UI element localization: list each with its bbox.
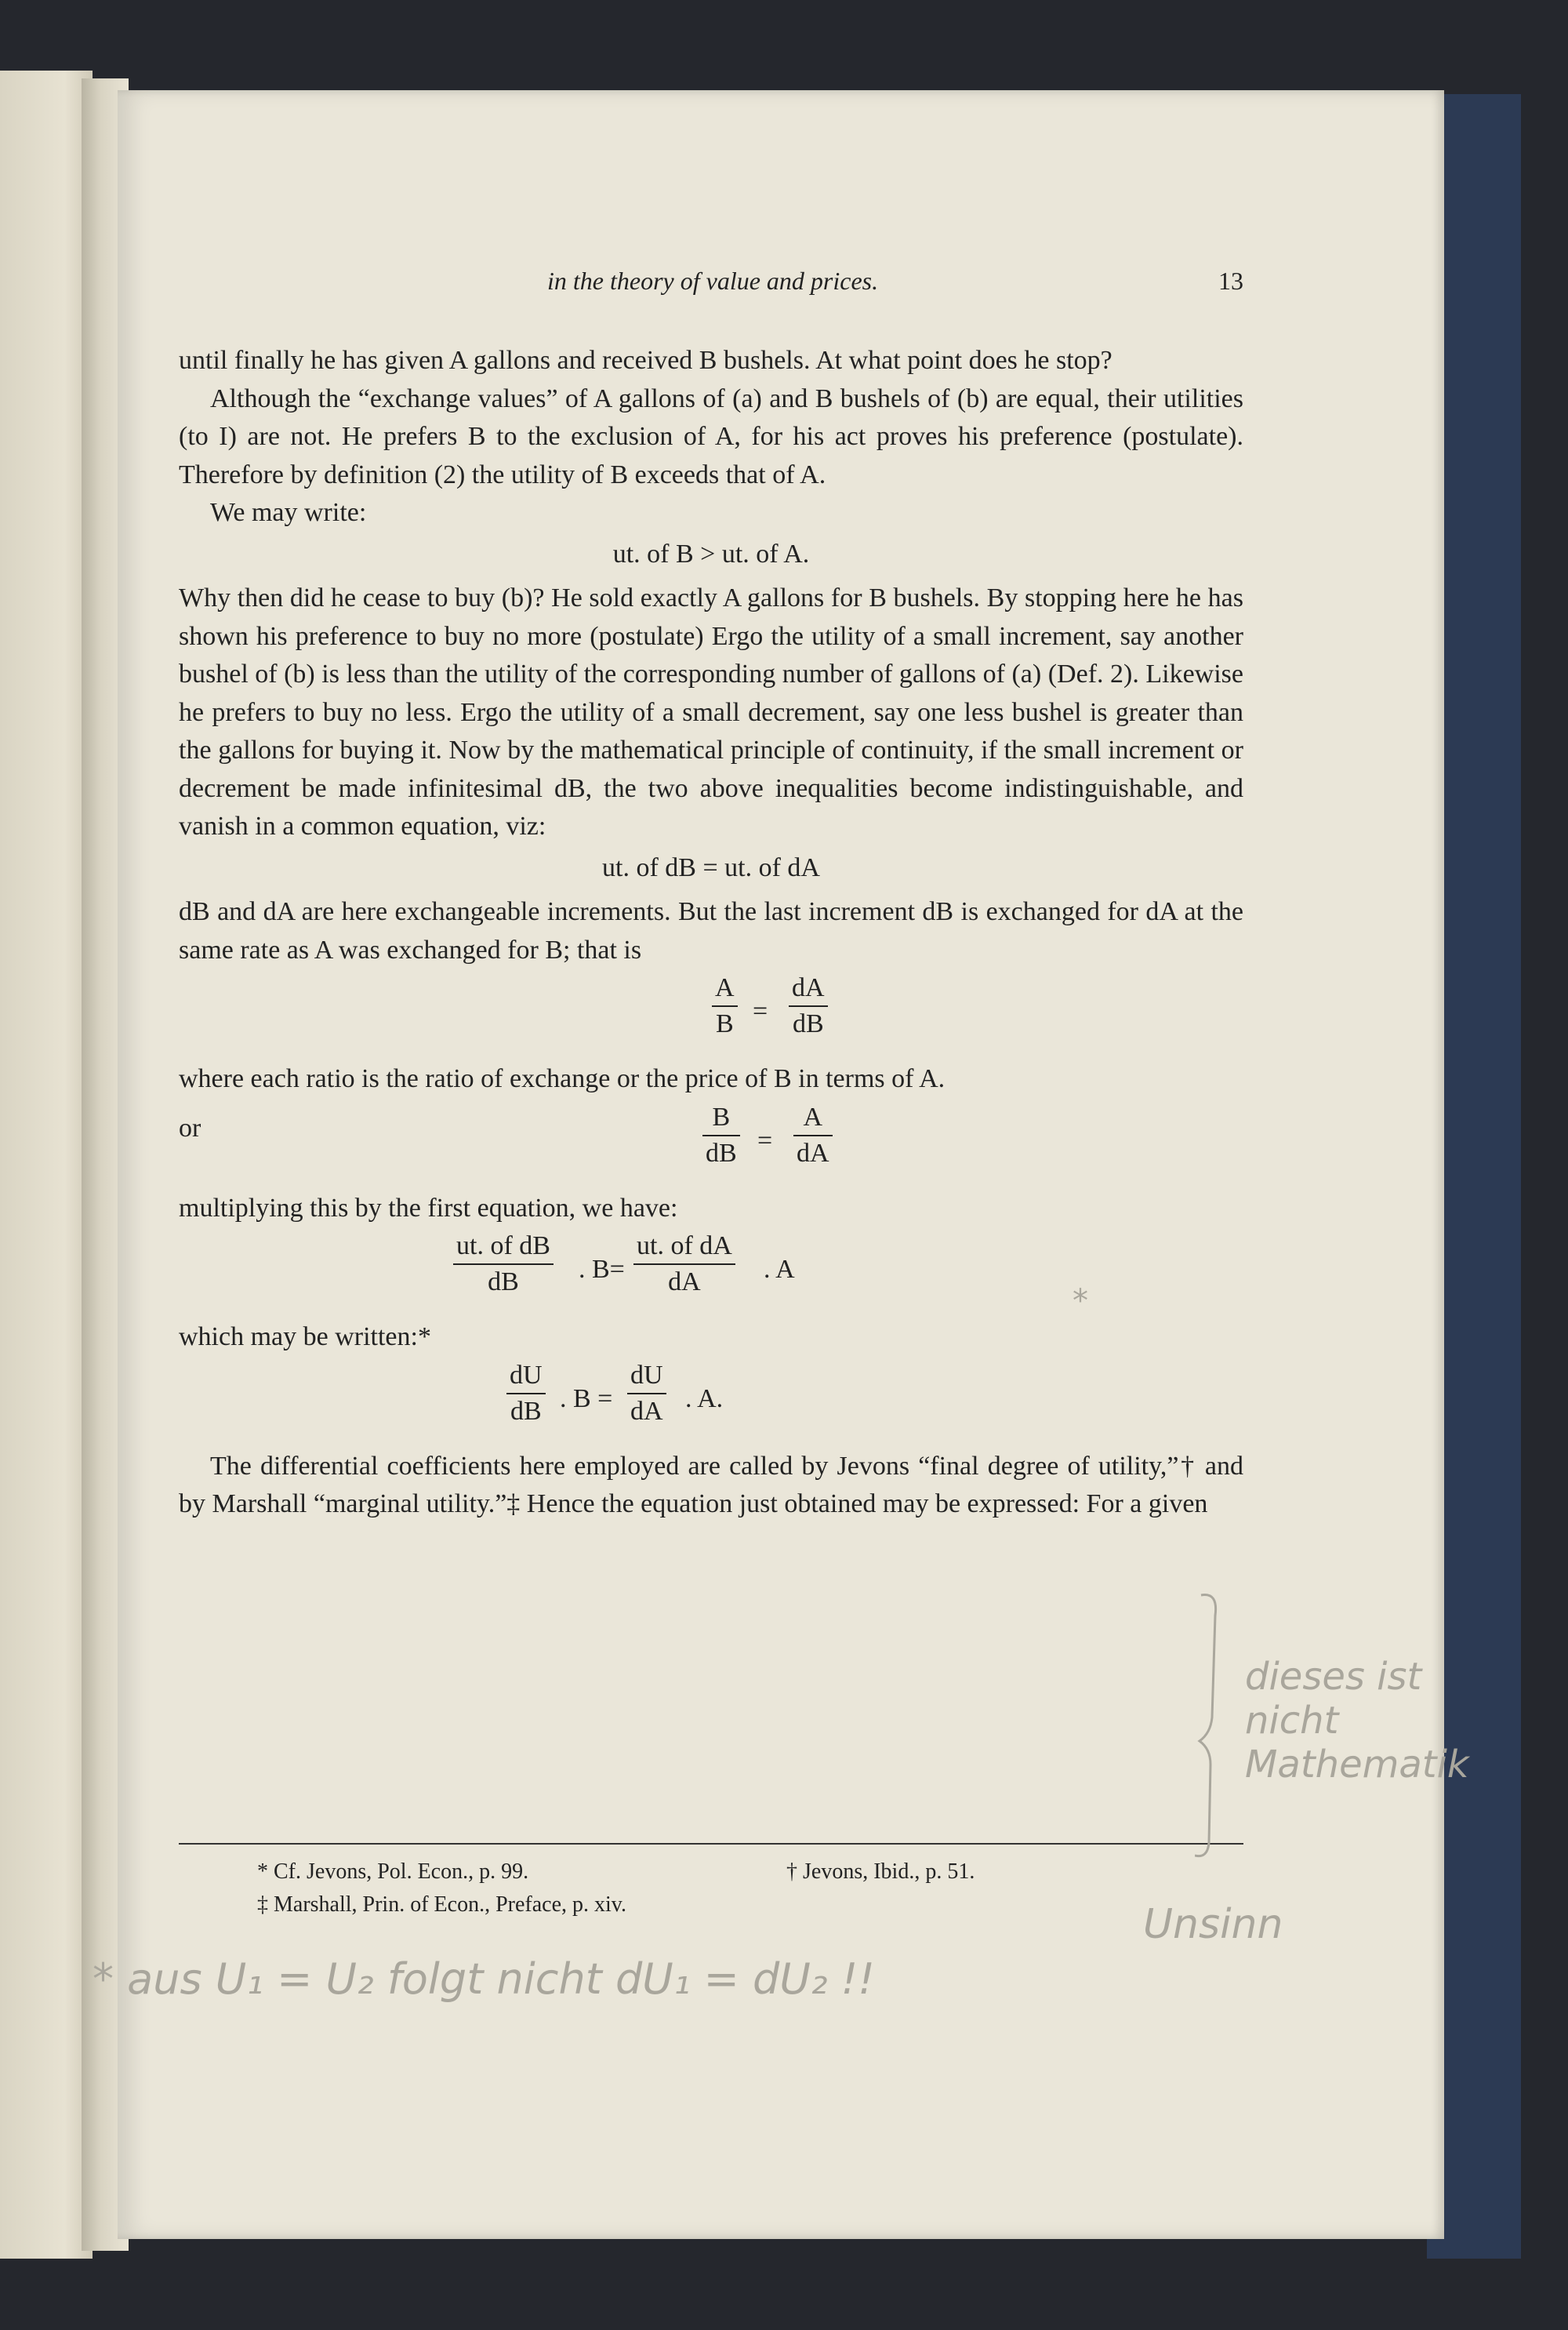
footnote-2: † Jevons, Ibid., p. 51. (786, 1859, 975, 1884)
paragraph-7: multiplying this by the first equation, we have: (179, 1193, 678, 1223)
footnotes (179, 1843, 1243, 1921)
margin-note: dieses ist nicht Mathematik (1245, 1655, 1469, 1787)
star-mark: * (1073, 1283, 1088, 1319)
unsinn-note: Unsinn (1143, 1901, 1283, 1948)
fraction-ut-da: $\frac{\text{ut. of dA}}{dA}$ (633, 1229, 735, 1299)
paragraph-1: until finally he has given A gallons and received B bushels. At what point does he stop? (179, 346, 1112, 375)
fraction-da-over-db: $\frac{dA}{dB}$ (789, 971, 828, 1041)
equation-3: $\frac{A}{B}$ = $\frac{dA}{dB}$ (179, 971, 1243, 1057)
fraction-a-over-da: $\frac{A}{dA}$ (793, 1100, 833, 1171)
paragraph-2: Although the “exchange values” of A gallons of (a) and B bushels of (b) are equal, their utilities (to I) are not. He prefers B to the exclusion of A, for his act proves his preference (postulate). Therefore by definition (2) the utility of B exceeds that of A. (179, 383, 1243, 489)
paragraph-4: Why then did he cease to buy (b)? He sold exactly A gallons for B bushels. By stopping here he has shown his preference to buy no more (postulate) Ergo the utility of a small increment, say another bushel of (b) is less than the utility of the corresponding number of gallons of (a) (Def. 2). Likewise he prefers to buy no less. Ergo the utility of a small decrement, say one less bushel is greater than the gallons for buying it. Now by the mathematical principle of continuity, if the small increment or decrement be made infinitesimal dB, the two above inequalities become indistinguishable, and vanish in a common equation, viz: (179, 583, 1243, 841)
fraction-ut-db: $\frac{\text{ut. of dB}}{dB}$ (453, 1229, 554, 1299)
footnote-3: ‡ Marshall, Prin. of Econ., Preface, p. xiv. (257, 1892, 626, 1917)
footnote-row (179, 1888, 1243, 1921)
running-header (179, 262, 1243, 301)
footnote-1: * Cf. Jevons, Pol. Econ., p. 99. (257, 1859, 529, 1884)
equation-4: or $\frac{B}{dB}$ = $\frac{A}{dA}$ (179, 1100, 1243, 1187)
paragraph-3: We may write: (210, 498, 367, 527)
fraction-b-over-db: $\frac{B}{dB}$ (702, 1100, 740, 1171)
paragraph-8: which may be written:* (179, 1322, 431, 1351)
pencil-bracket (1195, 1592, 1234, 1859)
running-title: in the theory of value and prices. (547, 267, 879, 295)
bottom-note: * aus U₁ = U₂ folgt nicht dU₁ = dU₂ !! (93, 1954, 875, 2004)
page-number: 13 (1218, 267, 1243, 295)
left-page-edge (0, 71, 93, 2259)
page-text (93, 267, 1469, 2004)
equation-5: $\frac{\text{ut. of dB}}{dB}$ . B= $\frac{\text{ut. of dA}}{dA}$ . A (179, 1229, 1243, 1315)
fraction-du-db: $\frac{dU}{dB}$ (506, 1358, 546, 1429)
equation-2: ut. of dB = ut. of dA (602, 852, 820, 882)
equation-6: $\frac{dU}{dB}$ . B = $\frac{dU}{dA}$ . A. (179, 1358, 1243, 1445)
paragraph-9: The differential coefficients here employed are called by Jevons “final degree of utility,”† and by Marshall “marginal utility.”‡ Hence the equation just obtained may be expressed: For a given (179, 1451, 1243, 1518)
fraction-a-over-b: $\frac{A}{B}$ (712, 971, 738, 1041)
equation-1: ut. of B > ut. of A. (612, 539, 810, 569)
paragraph-6: where each ratio is the ratio of exchange or the price of B in terms of A. (179, 1064, 946, 1093)
footnote-row (179, 1856, 1243, 1888)
or-label: or (179, 1113, 201, 1143)
paragraph-5: dB and dA are here exchangeable increments. But the last increment dB is exchanged for dA at the same rate as A was exchanged for B; that is (179, 897, 1243, 965)
fraction-du-da: $\frac{dU}{dA}$ (627, 1358, 666, 1429)
